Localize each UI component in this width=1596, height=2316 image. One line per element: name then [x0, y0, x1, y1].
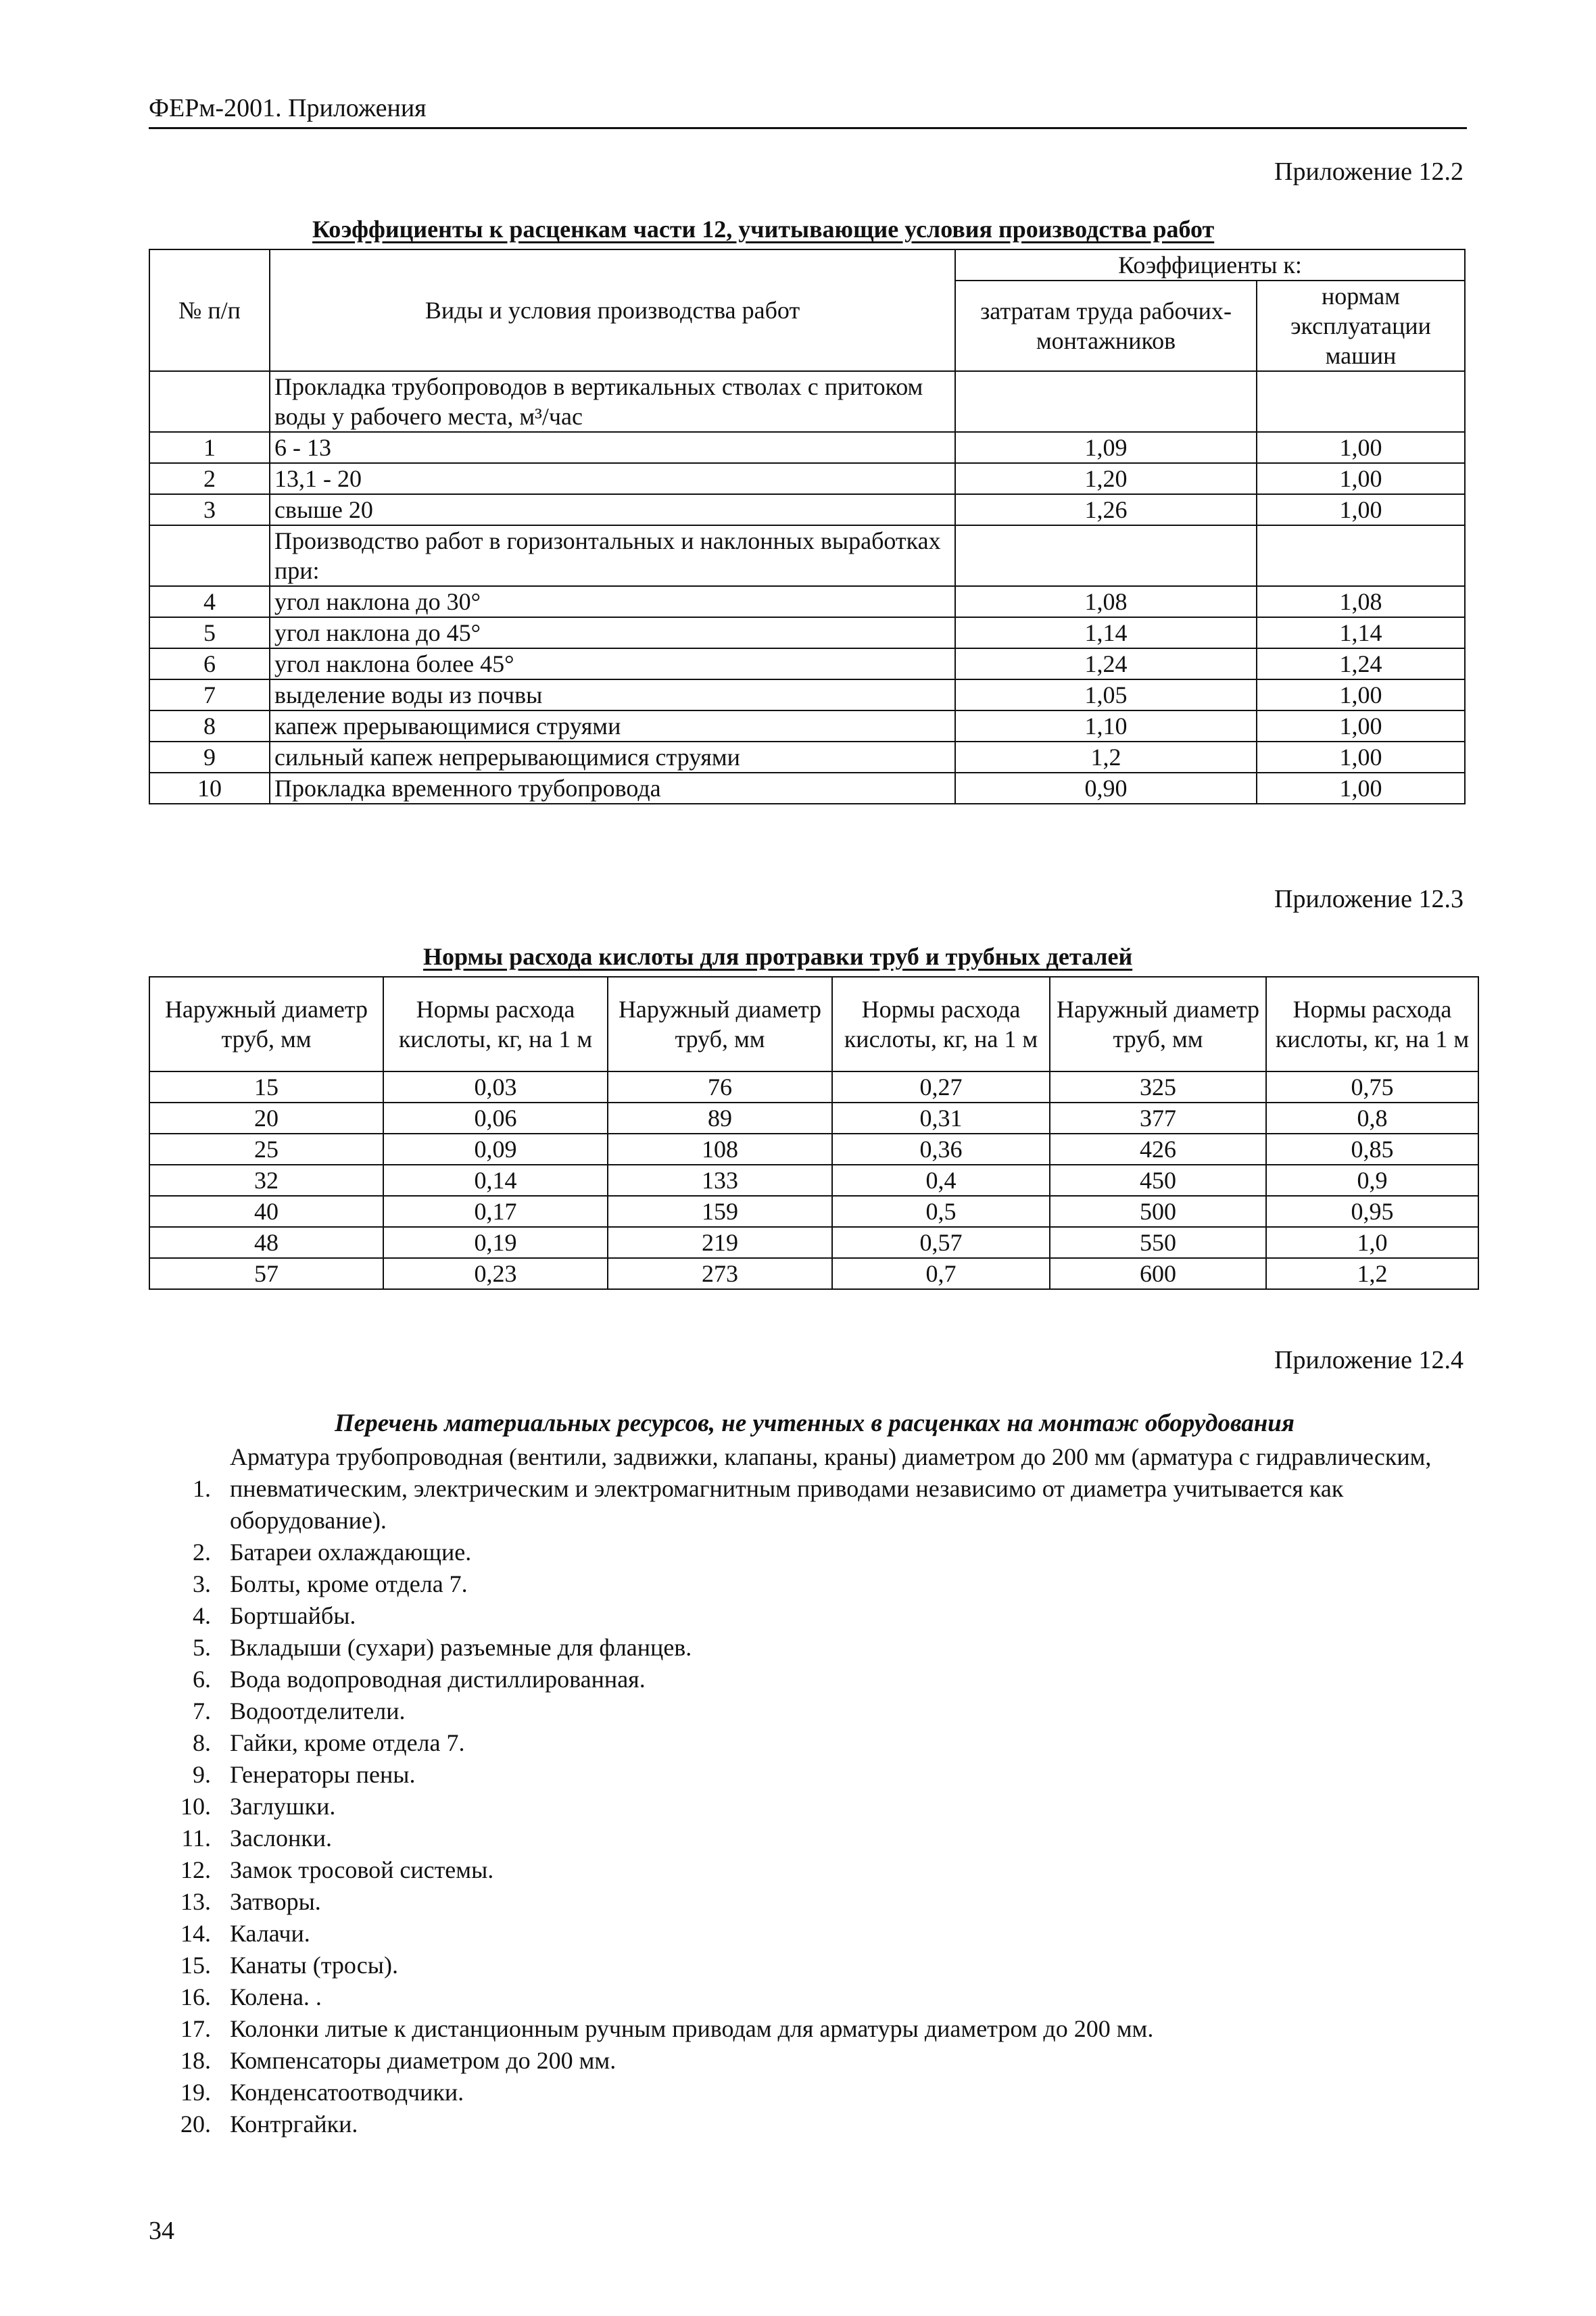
list-item-text: Батареи охлаждающие.: [230, 1539, 472, 1566]
list-item-number: 15.: [180, 1952, 211, 1979]
appendix-12-2-label: Приложение 12.2: [1274, 158, 1464, 186]
col-header-diameter-2: Наружный диаметр труб, мм: [608, 977, 832, 1071]
row-number: 4: [149, 586, 270, 617]
table-row: [149, 494, 1465, 525]
list-item: [149, 1950, 1474, 1981]
cell-norm-2: 0,36: [832, 1134, 1050, 1165]
list-item-text: Болты, кроме отдела 7.: [230, 1570, 468, 1597]
cell-norm-1: 0,23: [383, 1258, 608, 1289]
row-machines-coef: 1,24: [1257, 648, 1465, 679]
cell-norm-1: 0,09: [383, 1134, 608, 1165]
list-item-number: 12.: [180, 1856, 211, 1883]
row-description: угол наклона до 45°: [270, 617, 955, 648]
col-header-machines: нормам эксплуатации машин: [1257, 281, 1465, 371]
appendix-12-4-label: Приложение 12.4: [1274, 1346, 1464, 1374]
list-item-text: Заглушки.: [230, 1793, 336, 1820]
cell-diameter-1: 20: [149, 1103, 383, 1134]
table-row: [149, 586, 1465, 617]
table-row: [149, 463, 1465, 494]
list-item-text: Бортшайбы.: [230, 1602, 356, 1629]
list-item-number: 13.: [180, 1888, 211, 1915]
list-item-number: 17.: [180, 2015, 211, 2042]
materials-list: [149, 1441, 1474, 2140]
list-item-text: Колена. .: [230, 1983, 322, 2010]
coefficients-table: [149, 249, 1466, 804]
row-description: 13,1 - 20: [270, 463, 955, 494]
row-description: капеж прерывающимися струями: [270, 710, 955, 742]
table-row: [149, 710, 1465, 742]
list-item: [149, 2077, 1474, 2108]
cell-norm-2: 0,7: [832, 1258, 1050, 1289]
row-labor-coef: 1,2: [955, 742, 1257, 773]
acid-norms-table: [149, 976, 1479, 1290]
row-number: 6: [149, 648, 270, 679]
cell-diameter-2: 159: [608, 1196, 832, 1227]
cell-norm-3: 1,2: [1266, 1258, 1478, 1289]
list-item-number: 20.: [180, 2110, 211, 2138]
table-row: [149, 525, 1465, 586]
list-item-number: 9.: [193, 1761, 211, 1788]
list-item-number: 7.: [193, 1697, 211, 1724]
list-item: [149, 1759, 1474, 1791]
list-item: [149, 1823, 1474, 1854]
cell-norm-2: 0,5: [832, 1196, 1050, 1227]
cell-norm-2: 0,57: [832, 1227, 1050, 1258]
cell-norm-3: 0,9: [1266, 1165, 1478, 1196]
row-description: 6 - 13: [270, 432, 955, 463]
row-labor-coef: 1,10: [955, 710, 1257, 742]
table-row: [149, 742, 1465, 773]
cell-norm-3: 0,75: [1266, 1071, 1478, 1103]
row-labor-coef: 1,09: [955, 432, 1257, 463]
col-header-norm-3: Нормы расхода кислоты, кг, на 1 м: [1266, 977, 1478, 1071]
list-item-number: 6.: [193, 1666, 211, 1693]
row-number: 8: [149, 710, 270, 742]
cell-diameter-1: 32: [149, 1165, 383, 1196]
list-item-text: Конденсатоотводчики.: [230, 2079, 464, 2106]
table-row: [149, 648, 1465, 679]
cell-norm-3: 0,95: [1266, 1196, 1478, 1227]
cell-diameter-3: 325: [1050, 1071, 1266, 1103]
table-row: [149, 1071, 1478, 1103]
row-machines-coef: 1,00: [1257, 463, 1465, 494]
col-header-coefficients: Коэффициенты к:: [955, 249, 1465, 281]
running-header: ФЕРм-2001. Приложения: [149, 94, 427, 122]
table-row: [149, 617, 1465, 648]
col-header-diameter-1: Наружный диаметр труб, мм: [149, 977, 383, 1071]
row-number: 10: [149, 773, 270, 804]
row-labor-coef: 0,90: [955, 773, 1257, 804]
list-item-number: 5.: [193, 1634, 211, 1661]
list-item-number: 14.: [180, 1920, 211, 1947]
table-row: [149, 1103, 1478, 1134]
col-header-num: № п/п: [149, 249, 270, 371]
row-number: [149, 525, 270, 586]
list-item: [149, 2108, 1474, 2140]
row-number: 5: [149, 617, 270, 648]
cell-norm-1: 0,03: [383, 1071, 608, 1103]
row-machines-coef: 1,08: [1257, 586, 1465, 617]
row-labor-coef: [955, 525, 1257, 586]
cell-diameter-2: 108: [608, 1134, 832, 1165]
row-machines-coef: 1,00: [1257, 710, 1465, 742]
cell-diameter-3: 377: [1050, 1103, 1266, 1134]
row-number: 7: [149, 679, 270, 710]
col-header-labor: затратам труда рабочих-монтажников: [955, 281, 1257, 371]
row-number: [149, 371, 270, 432]
table-row: [149, 1258, 1478, 1289]
col-header-norm-2: Нормы расхода кислоты, кг, на 1 м: [832, 977, 1050, 1071]
row-description: угол наклона более 45°: [270, 648, 955, 679]
cell-norm-2: 0,27: [832, 1071, 1050, 1103]
col-header-diameter-3: Наружный диаметр труб, мм: [1050, 977, 1266, 1071]
list-item-number: 16.: [180, 1983, 211, 2010]
table-row: [149, 371, 1465, 432]
row-labor-coef: 1,24: [955, 648, 1257, 679]
row-labor-coef: 1,20: [955, 463, 1257, 494]
cell-norm-2: 0,4: [832, 1165, 1050, 1196]
cell-diameter-3: 600: [1050, 1258, 1266, 1289]
appendix-12-3-label: Приложение 12.3: [1274, 885, 1464, 913]
cell-norm-1: 0,06: [383, 1103, 608, 1134]
row-description: свыше 20: [270, 494, 955, 525]
row-labor-coef: 1,14: [955, 617, 1257, 648]
list-item: [149, 1537, 1474, 1568]
row-description: угол наклона до 30°: [270, 586, 955, 617]
cell-diameter-3: 500: [1050, 1196, 1266, 1227]
row-labor-coef: [955, 371, 1257, 432]
list-item: [149, 2045, 1474, 2077]
cell-diameter-3: 426: [1050, 1134, 1266, 1165]
list-item: [149, 2013, 1474, 2045]
row-machines-coef: 1,00: [1257, 494, 1465, 525]
list-item-number: 1.: [193, 1475, 211, 1502]
row-machines-coef: 1,00: [1257, 679, 1465, 710]
list-item-text: Заслонки.: [230, 1825, 332, 1852]
row-labor-coef: 1,08: [955, 586, 1257, 617]
cell-diameter-2: 89: [608, 1103, 832, 1134]
row-machines-coef: 1,00: [1257, 432, 1465, 463]
cell-diameter-1: 40: [149, 1196, 383, 1227]
list-item-text: Затворы.: [230, 1888, 321, 1915]
cell-diameter-2: 76: [608, 1071, 832, 1103]
list-item-text: Канаты (тросы).: [230, 1952, 398, 1979]
appendix-12-3-title: Нормы расхода кислоты для протравки труб и трубных деталей: [423, 943, 1133, 970]
list-item-number: 10.: [180, 1793, 211, 1820]
list-item-number: 11.: [181, 1825, 211, 1852]
row-number: 1: [149, 432, 270, 463]
row-description: выделение воды из почвы: [270, 679, 955, 710]
header-rule: [149, 127, 1467, 129]
list-item-text: Вкладыши (сухари) разъемные для фланцев.: [230, 1634, 692, 1661]
appendix-12-4-title: Перечень материальных ресурсов, не учтенных в расценках на монтаж оборудования: [335, 1409, 1295, 1437]
list-item-text: Калачи.: [230, 1920, 310, 1947]
list-item-number: 18.: [180, 2047, 211, 2074]
list-item: [149, 1664, 1474, 1695]
cell-diameter-3: 550: [1050, 1227, 1266, 1258]
list-item: [149, 1886, 1474, 1918]
cell-norm-1: 0,14: [383, 1165, 608, 1196]
cell-norm-1: 0,19: [383, 1227, 608, 1258]
list-item-number: 4.: [193, 1602, 211, 1629]
row-machines-coef: [1257, 525, 1465, 586]
row-labor-coef: 1,26: [955, 494, 1257, 525]
list-item-text: Арматура трубопроводная (вентили, задвижки, клапаны, краны) диаметром до 200 мм (арматура с гидравлическим, пневматическим, электрическим и электромагнитным приводами независимо от диаметра учитывается как оборудование).: [230, 1443, 1432, 1534]
row-machines-coef: 1,14: [1257, 617, 1465, 648]
cell-diameter-1: 15: [149, 1071, 383, 1103]
cell-diameter-2: 219: [608, 1227, 832, 1258]
list-item-number: 2.: [193, 1539, 211, 1566]
cell-diameter-1: 57: [149, 1258, 383, 1289]
row-description: Производство работ в горизонтальных и наклонных выработках при:: [270, 525, 955, 586]
col-header-norm-1: Нормы расхода кислоты, кг, на 1 м: [383, 977, 608, 1071]
list-item: [149, 1568, 1474, 1600]
list-item: [149, 1727, 1474, 1759]
list-item-text: Контргайки.: [230, 2110, 358, 2138]
table-row: [149, 432, 1465, 463]
table-row: [149, 1196, 1478, 1227]
cell-diameter-1: 48: [149, 1227, 383, 1258]
list-item: [149, 1918, 1474, 1950]
list-item: [149, 1854, 1474, 1886]
list-item-text: Вода водопроводная дистиллированная.: [230, 1666, 646, 1693]
list-item-text: Водоотделители.: [230, 1697, 406, 1724]
list-item: [149, 1600, 1474, 1632]
list-item: [149, 1695, 1474, 1727]
table-row: [149, 773, 1465, 804]
table-row: [149, 1165, 1478, 1196]
cell-norm-3: 0,8: [1266, 1103, 1478, 1134]
cell-diameter-2: 133: [608, 1165, 832, 1196]
cell-norm-2: 0,31: [832, 1103, 1050, 1134]
row-machines-coef: [1257, 371, 1465, 432]
cell-norm-1: 0,17: [383, 1196, 608, 1227]
col-header-types: Виды и условия производства работ: [270, 249, 955, 371]
list-item: [149, 1981, 1474, 2013]
cell-norm-3: 1,0: [1266, 1227, 1478, 1258]
table-row: [149, 679, 1465, 710]
list-item-text: Генераторы пены.: [230, 1761, 416, 1788]
list-item: [149, 1791, 1474, 1823]
appendix-12-2-title: Коэффициенты к расценкам части 12, учитывающие условия производства работ: [312, 216, 1215, 243]
cell-diameter-2: 273: [608, 1258, 832, 1289]
row-machines-coef: 1,00: [1257, 742, 1465, 773]
row-number: 2: [149, 463, 270, 494]
row-description: сильный капеж непрерывающимися струями: [270, 742, 955, 773]
page-number: 34: [149, 2217, 174, 2245]
row-description: Прокладка трубопроводов в вертикальных стволах с притоком воды у рабочего места, м³/час: [270, 371, 955, 432]
list-item-number: 19.: [180, 2079, 211, 2106]
row-number: 3: [149, 494, 270, 525]
list-item-number: 3.: [193, 1570, 211, 1597]
list-item: [149, 1441, 1474, 1537]
table-row: [149, 1227, 1478, 1258]
cell-norm-3: 0,85: [1266, 1134, 1478, 1165]
list-item-text: Колонки литые к дистанционным ручным приводам для арматуры диаметром до 200 мм.: [230, 2015, 1154, 2042]
cell-diameter-1: 25: [149, 1134, 383, 1165]
row-description: Прокладка временного трубопровода: [270, 773, 955, 804]
cell-diameter-3: 450: [1050, 1165, 1266, 1196]
list-item-text: Компенсаторы диаметром до 200 мм.: [230, 2047, 616, 2074]
list-item-text: Гайки, кроме отдела 7.: [230, 1729, 465, 1756]
table-row: [149, 1134, 1478, 1165]
row-machines-coef: 1,00: [1257, 773, 1465, 804]
row-labor-coef: 1,05: [955, 679, 1257, 710]
list-item-text: Замок тросовой системы.: [230, 1856, 494, 1883]
list-item: [149, 1632, 1474, 1664]
row-number: 9: [149, 742, 270, 773]
list-item-number: 8.: [193, 1729, 211, 1756]
